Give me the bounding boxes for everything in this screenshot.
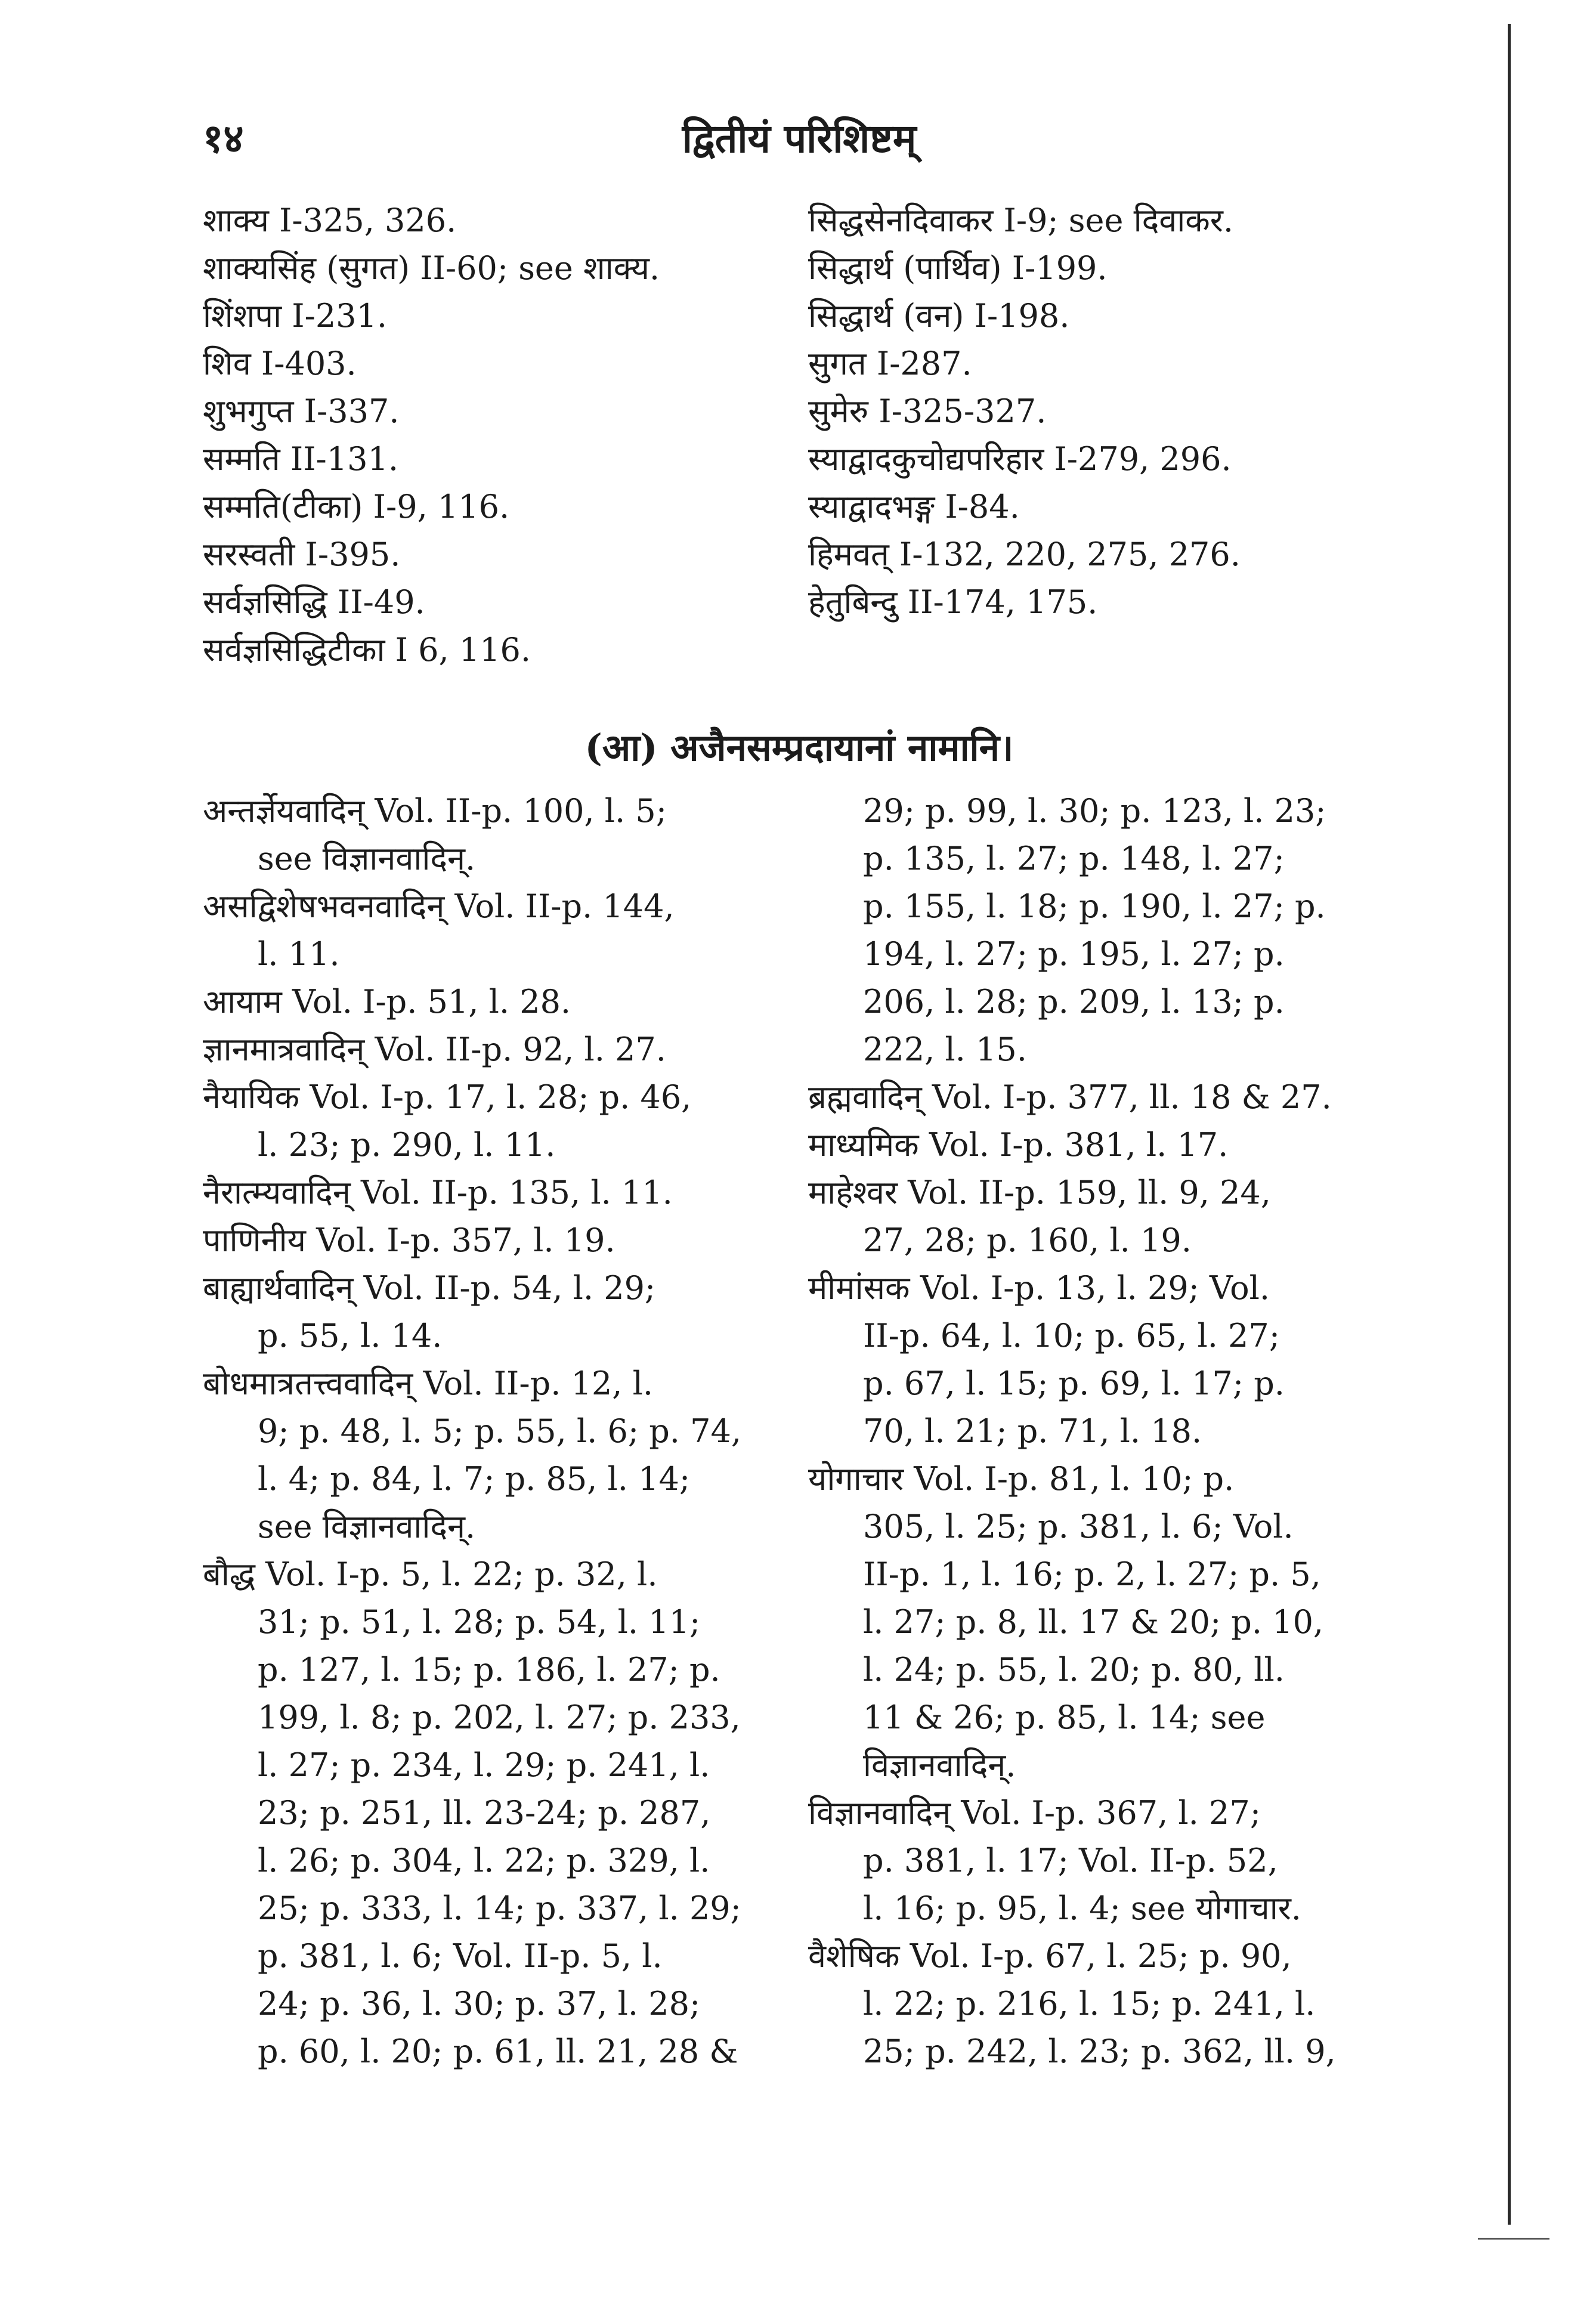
index-column-top-right xyxy=(808,197,1458,626)
index-line: बोधमात्रतत्त्ववादिन् Vol. II-p. 12, l. xyxy=(203,1365,654,1402)
index-line: p. 127, l. 15; p. 186, l. 27; p. xyxy=(258,1651,720,1688)
index-line: l. 11. xyxy=(258,935,340,973)
index-line: नैयायिक Vol. I-p. 17, l. 28; p. 46, xyxy=(203,1078,692,1116)
index-line: II-p. 1, l. 16; p. 2, l. 27; p. 5, xyxy=(863,1555,1321,1593)
index-line: l. 16; p. 95, l. 4; see योगाचार. xyxy=(863,1889,1301,1927)
index-line: 31; p. 51, l. 28; p. 54, l. 11; xyxy=(258,1603,701,1641)
index-line: विज्ञानवादिन्. xyxy=(863,1746,1016,1784)
index-column-bottom-right xyxy=(808,787,1405,2076)
index-line: 25; p. 242, l. 23; p. 362, ll. 9, xyxy=(863,2033,1336,2070)
index-entry: शाक्य I-325, 326. xyxy=(203,202,457,239)
index-line: p. 60, l. 20; p. 61, ll. 21, 28 & xyxy=(258,2033,738,2070)
index-entry: सुगत I-287. xyxy=(808,345,972,382)
index-entry: सुमेरु I-325-327. xyxy=(808,392,1047,430)
index-line: अन्तर्ज्ञेयवादिन् Vol. II-p. 100, l. 5; xyxy=(203,792,667,830)
index-line: 29; p. 99, l. 30; p. 123, l. 23; xyxy=(863,792,1326,830)
index-line: 305, l. 25; p. 381, l. 6; Vol. xyxy=(863,1508,1294,1545)
index-line: l. 27; p. 234, l. 29; p. 241, l. xyxy=(258,1746,710,1784)
index-line: p. 67, l. 15; p. 69, l. 17; p. xyxy=(863,1365,1285,1402)
index-entry: शुभगुप्त I-337. xyxy=(203,392,400,430)
index-line: ज्ञानमात्रवादिन् Vol. II-p. 92, l. 27. xyxy=(203,1031,666,1068)
index-line: II-p. 64, l. 10; p. 65, l. 27; xyxy=(863,1317,1280,1354)
index-entry: सिद्धार्थ (पार्थिव) I-199. xyxy=(808,249,1108,287)
index-entry: शिव I-403. xyxy=(203,345,357,382)
index-entry: शिंशपा I-231. xyxy=(203,297,388,335)
index-entry: हिमवत् I-132, 220, 275, 276. xyxy=(808,536,1241,573)
index-line: पाणिनीय Vol. I-p. 357, l. 19. xyxy=(203,1221,615,1259)
index-line: l. 24; p. 55, l. 20; p. 80, ll. xyxy=(863,1651,1285,1688)
page-header xyxy=(203,110,1396,182)
index-line: बौद्ध Vol. I-p. 5, l. 22; p. 32, l. xyxy=(203,1555,658,1593)
index-line: see विज्ञानवादिन्. xyxy=(258,840,476,877)
index-line: असद्विशेषभवनवादिन् Vol. II-p. 144, xyxy=(203,887,675,925)
index-entry: सिद्धसेनदिवाकर I-9; see दिवाकर. xyxy=(808,202,1233,239)
index-line: see विज्ञानवादिन्. xyxy=(258,1508,476,1545)
index-line: 9; p. 48, l. 5; p. 55, l. 6; p. 74, xyxy=(258,1412,742,1450)
index-line: माहेश्वर Vol. II-p. 159, ll. 9, 24, xyxy=(808,1174,1271,1211)
page-edge-rule xyxy=(1508,24,1511,2225)
index-line: बाह्यार्थवादिन् Vol. II-p. 54, l. 29; xyxy=(203,1269,656,1307)
section-heading: (आ) अजैनसम्प्रदायानां नामानि। xyxy=(584,726,1014,769)
index-line: वैशेषिक Vol. I-p. 67, l. 25; p. 90, xyxy=(808,1937,1292,1975)
index-line: p. 381, l. 6; Vol. II-p. 5, l. xyxy=(258,1937,663,1975)
index-line: 206, l. 28; p. 209, l. 13; p. xyxy=(863,983,1285,1020)
index-entry: सर्वज्ञसिद्धिटीका I 6, 116. xyxy=(203,631,531,669)
index-column-top-left xyxy=(203,197,793,674)
index-entry: सम्मति(टीका) I-9, 116. xyxy=(203,488,510,525)
page-number: १४ xyxy=(203,115,244,162)
index-entry: शाक्यसिंह (सुगत) II-60; see शाक्य. xyxy=(203,249,660,287)
index-entry: सिद्धार्थ (वन) I-198. xyxy=(808,297,1070,335)
index-line: l. 22; p. 216, l. 15; p. 241, l. xyxy=(863,1985,1316,2022)
index-line: 24; p. 36, l. 30; p. 37, l. 28; xyxy=(258,1985,701,2022)
index-line: 27, 28; p. 160, l. 19. xyxy=(863,1221,1192,1259)
index-entry: स्याद्वादकुचोद्यपरिहार I-279, 296. xyxy=(808,440,1232,478)
index-line: l. 26; p. 304, l. 22; p. 329, l. xyxy=(258,1842,710,1879)
index-line: p. 155, l. 18; p. 190, l. 27; p. xyxy=(863,887,1326,925)
index-line: l. 4; p. 84, l. 7; p. 85, l. 14; xyxy=(258,1460,691,1498)
index-line: विज्ञानवादिन् Vol. I-p. 367, l. 27; xyxy=(808,1794,1261,1832)
index-line: p. 381, l. 17; Vol. II-p. 52, xyxy=(863,1842,1278,1879)
page-foot-rule xyxy=(1478,2238,1549,2240)
index-line: 222, l. 15. xyxy=(863,1031,1027,1068)
index-line: 23; p. 251, ll. 23-24; p. 287, xyxy=(258,1794,711,1832)
index-line: माध्यमिक Vol. I-p. 381, l. 17. xyxy=(808,1126,1229,1164)
index-line: 70, l. 21; p. 71, l. 18. xyxy=(863,1412,1202,1450)
index-line: ब्रह्मवादिन् Vol. I-p. 377, ll. 18 & 27. xyxy=(808,1078,1332,1116)
index-line: 194, l. 27; p. 195, l. 27; p. xyxy=(863,935,1285,973)
index-line: आयाम Vol. I-p. 51, l. 28. xyxy=(203,983,571,1020)
index-entry: सर्वज्ञसिद्धि II-49. xyxy=(203,583,425,621)
index-line: 199, l. 8; p. 202, l. 27; p. 233, xyxy=(258,1699,741,1736)
index-line: p. 55, l. 14. xyxy=(258,1317,443,1354)
index-line: l. 27; p. 8, ll. 17 & 20; p. 10, xyxy=(863,1603,1324,1641)
index-line: 11 & 26; p. 85, l. 14; see xyxy=(863,1699,1266,1736)
index-entry: सरस्वती I-395. xyxy=(203,536,401,573)
index-line: मीमांसक Vol. I-p. 13, l. 29; Vol. xyxy=(808,1269,1270,1307)
index-entry: सम्मति II-131. xyxy=(203,440,399,478)
index-entry: स्याद्वादभङ्ग I-84. xyxy=(808,488,1020,525)
index-line: l. 23; p. 290, l. 11. xyxy=(258,1126,556,1164)
index-entry: हेतुबिन्दु II-174, 175. xyxy=(808,583,1098,621)
index-column-bottom-left xyxy=(203,787,775,2076)
index-line: p. 135, l. 27; p. 148, l. 27; xyxy=(863,840,1285,877)
index-line: 25; p. 333, l. 14; p. 337, l. 29; xyxy=(258,1889,741,1927)
running-title: द्वितीयं परिशिष्टम् xyxy=(682,115,917,162)
index-line: नैरात्म्यवादिन् Vol. II-p. 135, l. 11. xyxy=(203,1174,673,1211)
index-line: योगाचार Vol. I-p. 81, l. 10; p. xyxy=(808,1460,1235,1498)
